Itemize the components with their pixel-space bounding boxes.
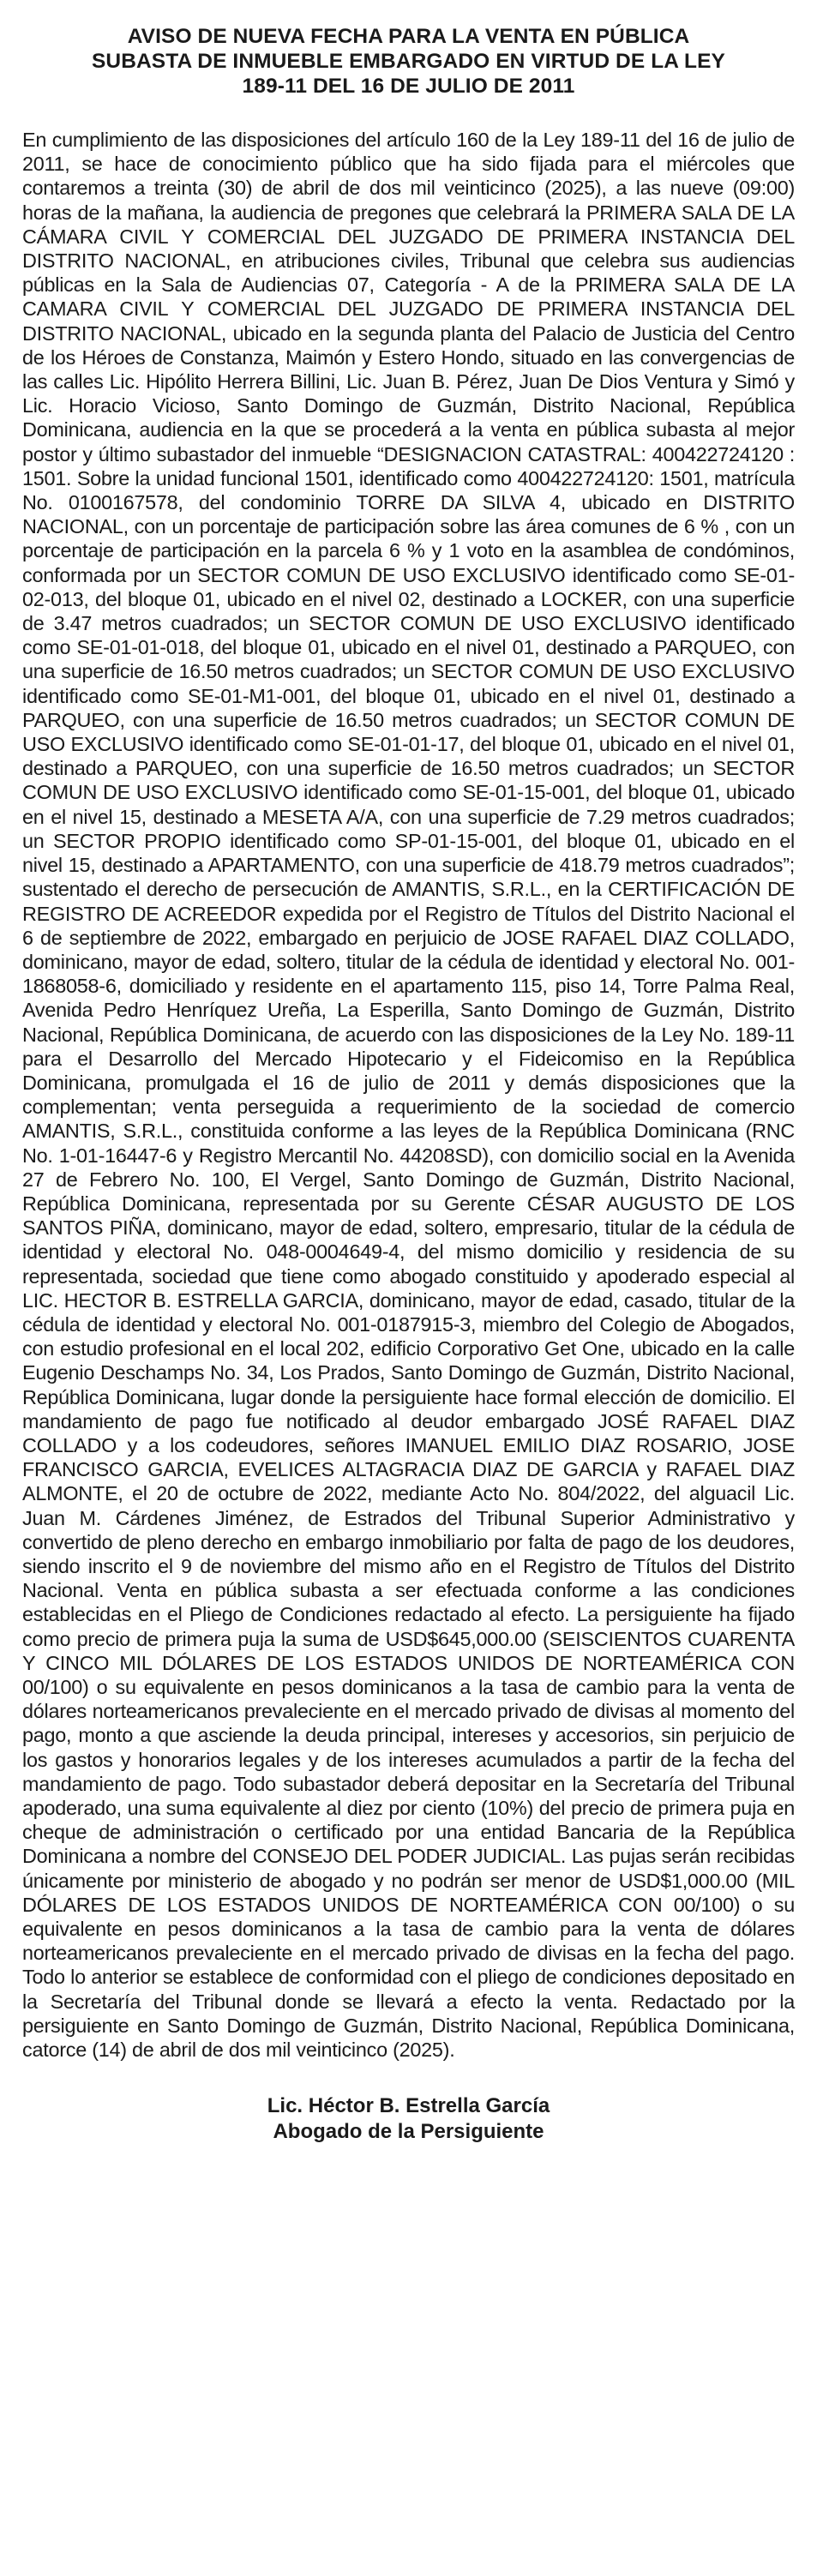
notice-title-line-3: 189-11 DEL 16 DE JULIO DE 2011 bbox=[242, 75, 575, 98]
signature-name: Lic. Héctor B. Estrella García bbox=[267, 2094, 550, 2118]
notice-body: En cumplimiento de las disposiciones del artículo 160 de la Ley 189-11 del 16 de julio de 2011, se hace de conocimiento público que ha sido fijada para el miércoles que contaremos a treinta (30) de abril de dos mil veinticinco (2025), a las nueve (09:00) horas de la mañana, la audiencia de pregones que celebrará la PRIMERA SALA DE LA CÁMARA CIVIL Y COMERCIAL DEL JUZGADO DE PRIMERA INSTANCIA DEL DISTRITO NACIONAL, en atribuciones civiles, Tribunal que celebra sus audiencias públicas en la Sala de Audiencias 07, Categoría - A de la PRIMERA SALA DE LA CAMARA CIVIL Y COMERCIAL DEL JUZGADO DE PRIMERA INSTANCIA DEL DISTRITO NACIONAL, ubicado en la segunda planta del Palacio de Justicia del Centro de los Héroes de Constanza, Maimón y Estero Hondo, situado en las convergencias de las calles Lic. Hipólito Herrera Billini, Lic. Juan B. Pérez, Juan De Dios Ventura y Simó y Lic. Horacio Vicioso, Santo Domingo de Guzmán, Distrito Nacional, República Dominicana, audiencia en la que se procederá a la venta en pública subasta al mejor postor y último subastador del inmueble “DESIGNACION CATASTRAL: 400422724120 : 1501. Sobre la unidad funcional 1501, identificado como 400422724120: 1501, matrícula No. 0100167578, del condominio TORRE DA SILVA 4, ubicado en DISTRITO NACIONAL, con un porcentaje de participación sobre las área comunes de 6 % , con un porcentaje de participación en la parcela 6 % y 1 voto en la asamblea de condóminos, conformada por un SECTOR COMUN DE USO EXCLUSIVO identificado como SE-01-02-013, del bloque 01, ubicado en el nivel 02, destinado a LOCKER, con una superficie de 3.47 metros cuadrados; un SECTOR COMUN DE USO EXCLUSIVO identificado como SE-01-01-018, del bloque 01, ubicado en el nivel 01, destinado a PARQUEO, con una superficie de 16.50 metros cuadrados; un SECTOR COMUN DE USO EXCLUSIVO identificado como SE-01-M1-001, del bloque 01, ubicado en el nivel 01, destinado a PARQUEO, con una superficie de 16.50 metros cuadrados; un SECTOR COMUN DE USO EXCLUSIVO identificado como SE-01-01-17, del bloque 01, ubicado en el nivel 01, destinado a PARQUEO, con una superficie de 16.50 metros cuadrados; un SECTOR COMUN DE USO EXCLUSIVO identificado como SE-01-15-001, del bloque 01, ubicado en el nivel 15, destinado a MESETA A/A, con una superficie de 7.29 metros cuadrados; un SECTOR PROPIO identificado como SP-01-15-001, del bloque 01, ubicado en el nivel 15, destinado a APARTAMENTO, con una superficie de 418.79 metros cuadrados”; sustentado el derecho de persecución de AMANTIS, S.R.L., en la CERTIFICACIÓN DE REGISTRO DE ACREEDOR expedida por el Registro de Títulos del Distrito Nacional el 6 de septiembre de 2022, embargado en perjuicio de JOSE RAFAEL DIAZ COLLADO, dominicano, mayor de edad, soltero, titular de la cédula de identidad y electoral No. 001-1868058-6, domiciliado y residente en el apartamento 115, piso 14, Torre Palma Real, Avenida Pedro Henríquez Ureña, La Esperilla, Santo Domingo de Guzmán, Distrito Nacional, República Dominicana, de acuerdo con las disposiciones de la Ley No. 189-11 para el Desarrollo del Mercado Hipotecario y el Fideicomiso en la República Dominicana, promulgada el 16 de julio de 2011 y demás disposiciones que la complementan; venta perseguida a requerimiento de la sociedad de comercio AMANTIS, S.R.L., constituida conforme a las leyes de la República Dominicana (RNC No. 1-01-16447-6 y Registro Mercantil No. 44208SD), con domicilio social en la Avenida 27 de Febrero No. 100, El Vergel, Santo Domingo de Guzmán, Distrito Nacional, República Dominicana, representada por su Gerente CÉSAR AUGUSTO DE LOS SANTOS PIÑA, dominicano, mayor de edad, soltero, empresario, titular de la cédula de identidad y electoral No. 048-0004649-4, del mismo domicilio y residencia de su representada, sociedad que tiene como abogado constituido y apoderado especial al LIC. HECTOR B. ESTRELLA GARCIA, dominicano, mayor de edad, casado, titular de la cédula de identidad y electoral No. 001-0187915-3, miembro del Colegio de Abogados, con estudio profesional en el local 202, edificio Corporativo Get One, ubicado en la calle Eugenio Deschamps No. 34, Los Prados, Santo Domingo de Guzmán, Distrito Nacional, República Dominicana, lugar donde la persiguiente hace formal elección de domicilio. El mandamiento de pago fue notificado al deudor embargado JOSÉ RAFAEL DIAZ COLLADO y a los codeudores, señores IMANUEL EMILIO DIAZ ROSARIO, JOSE FRANCISCO GARCIA, EVELICES ALTAGRACIA DIAZ DE GARCIA y RAFAEL DIAZ ALMONTE, el 20 de octubre de 2022, mediante Acto No. 804/2022, del alguacil Lic. Juan M. Cárdenes Jiménez, de Estrados del Tribunal Superior Administrativo y convertido de pleno derecho en embargo inmobiliario por falta de pago de los deudores, siendo inscrito el 9 de noviembre del mismo año en el Registro de Títulos del Distrito Nacional. Venta en pública subasta a ser efectuada conforme a las condiciones establecidas en el Pliego de Condiciones redactado al efecto. La persiguiente ha fijado como precio de primera puja la suma de USD$645,000.00 (SEISCIENTOS CUARENTA Y CINCO MIL DÓLARES DE LOS ESTADOS UNIDOS DE NORTEAMÉRICA CON 00/100) o su equivalente en pesos dominicanos a la tasa de cambio para la venta de dólares norteamericanos prevaleciente en el mercado privado de divisas al momento del pago, monto a que asciende la deuda principal, intereses y accesorios, sin perjuicio de los gastos y honorarios legales y de los intereses acumulados a partir de la fecha del mandamiento de pago. Todo subastador deberá depositar en la Secretaría del Tribunal apoderado, una suma equivalente al diez por ciento (10%) del precio de primera puja en cheque de administración o certificado por una entidad Bancaria de la República Dominicana a nombre del CONSEJO DEL PODER JUDICIAL. Las pujas serán recibidas únicamente por ministerio de abogado y no podrán ser menor de USD$1,000.00 (MIL DÓLARES DE LOS ESTADOS UNIDOS DE NORTEAMÉRICA CON 00/100) o su equivalente en pesos dominicanos a la tasa de cambio para la venta de dólares norteamericanos prevaleciente en el mercado privado de divisas en la fecha del pago. Todo lo anterior se establece de conformidad con el pliego de condiciones depositado en la Secretaría del Tribunal donde se llevará a efecto la venta. Redactado por la persiguiente en Santo Domingo de Guzmán, Distrito Nacional, República Dominicana, catorce (14) de abril de dos mil veinticinco (2025). bbox=[22, 129, 795, 2062]
notice-title bbox=[22, 24, 795, 99]
signature-role: Abogado de la Persiguiente bbox=[273, 2120, 544, 2144]
notice-title-line-2: SUBASTA DE INMUEBLE EMBARGADO EN VIRTUD DE LA LEY bbox=[91, 50, 725, 73]
signature-block bbox=[22, 2093, 795, 2145]
notice-title-line-1: AVISO DE NUEVA FECHA PARA LA VENTA EN PÚBLICA bbox=[127, 25, 690, 48]
